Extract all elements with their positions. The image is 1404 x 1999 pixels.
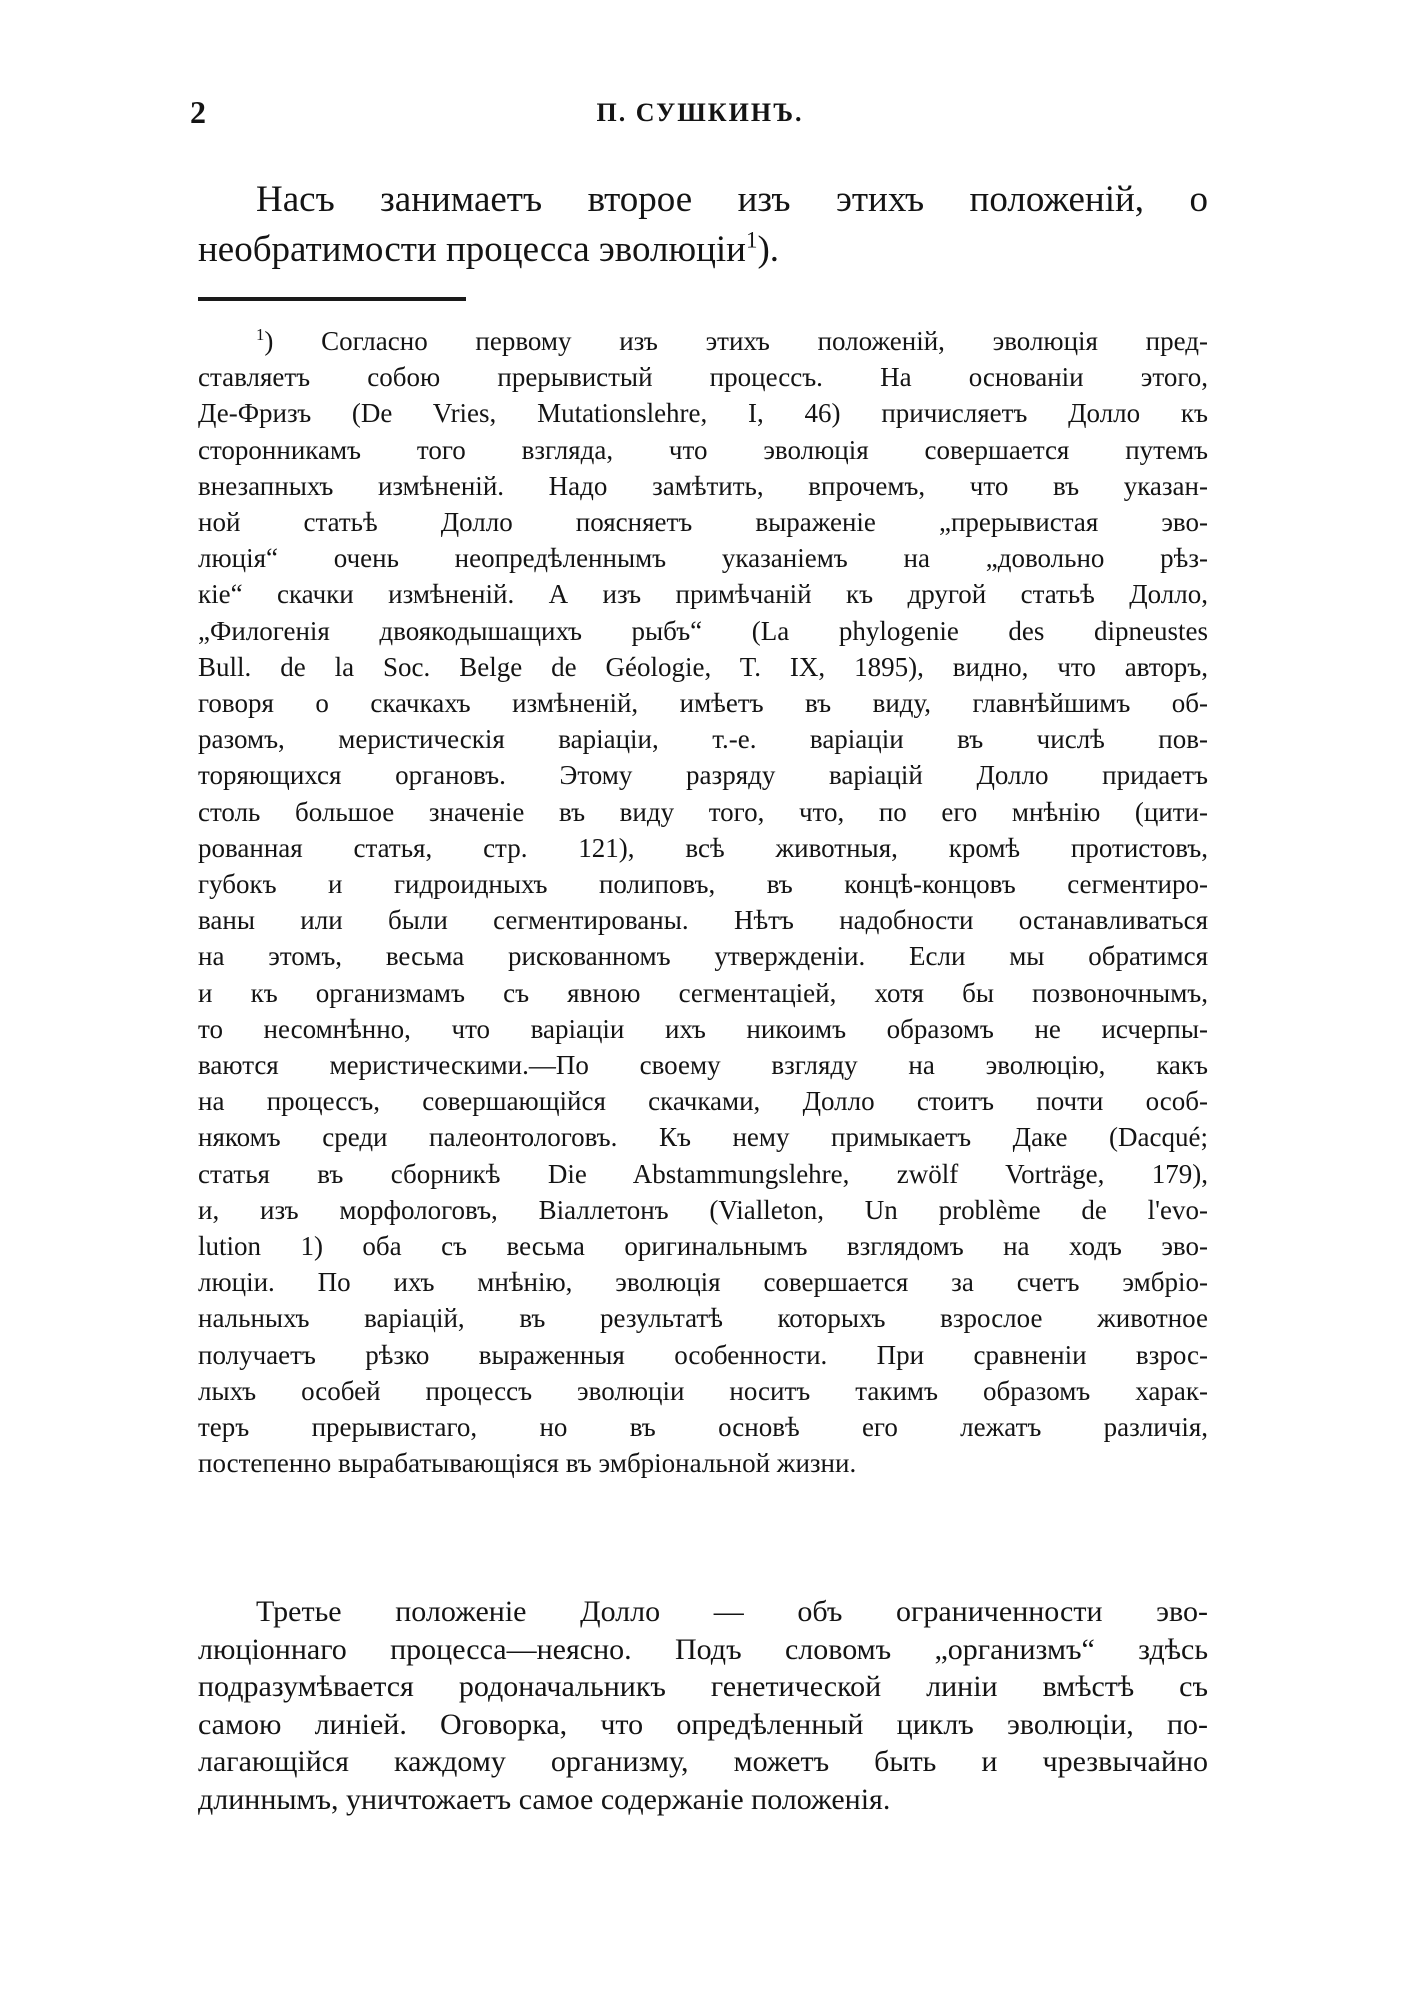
footnote-line: постепенно вырабатывающіяся въ эмбріональной жизни. (198, 1448, 857, 1479)
footnote-line: говоря о скачкахъ измѣненій, имѣетъ въ виду, главнѣйшимъ об- (198, 688, 1208, 719)
paragraph-line: длиннымъ, уничтожаетъ самое содержаніе положенія. (198, 1782, 891, 1816)
footnote-line: теръ прерывистаго, но въ основѣ его лежатъ различія, (198, 1412, 1208, 1443)
footnote-line: нальныхъ варіацій, въ результатѣ которыхъ взрослое животное (198, 1303, 1208, 1334)
paragraph-line: самою линіей. Оговорка, что опредѣленный циклъ эволюціи, по- (198, 1707, 1208, 1741)
paragraph-line: Третье положеніе Долло — объ ограниченности эво- (256, 1595, 1208, 1628)
footnote-line: люціи. По ихъ мнѣнію, эволюція совершается за счетъ эмбріо- (198, 1267, 1208, 1298)
main-line-1: Насъ занимаетъ второе изъ этихъ положеній, о (256, 179, 1208, 220)
continuation-paragraph (198, 1593, 1208, 1818)
main-paragraph (198, 175, 1208, 275)
main-line-2 (198, 225, 1208, 275)
running-head (190, 94, 1210, 134)
footnote-line: внезапныхъ измѣненій. Надо замѣтить, впрочемъ, что въ указан- (198, 470, 1208, 501)
running-title: П. СУШКИНЪ. (596, 98, 804, 127)
footnote-line: ваются меристическими.—По своему взгляду на эволюцію, какъ (198, 1050, 1208, 1081)
footnote-line: разомъ, меристическія варіаціи, т.-е. варіаціи въ числѣ пов- (198, 724, 1208, 755)
footnote-line: и, изъ морфологовъ, Віаллетонъ (Vialleton, Un problème de l'evo- (198, 1194, 1208, 1225)
footnote-line: ной статьѣ Долло поясняетъ выраженіе „прерывистая эво- (198, 507, 1208, 538)
footnote-line: lution 1) оба съ весьма оригинальнымъ взглядомъ на ходъ эво- (198, 1231, 1208, 1262)
footnote-line: Де-Фризъ (De Vries, Mutationslehre, I, 46) причисляетъ Долло къ (198, 398, 1208, 429)
footnote-line: и къ организмамъ съ явною сегментаціей, хотя бы позвоночнымъ, (198, 977, 1208, 1008)
footnote-line: кіе“ скачки измѣненій. А изъ примѣчаній къ другой статьѣ Долло, (198, 579, 1208, 610)
footnote-marker: 1 (256, 325, 265, 344)
footnote-line: то несомнѣнно, что варіаціи ихъ никоимъ образомъ не исчерпы- (198, 1013, 1208, 1044)
footnote-line: Bull. de la Soc. Belge de Géologie, T. IX, 1895), видно, что авторъ, (198, 651, 1208, 682)
footnote-line: някомъ среди палеонтологовъ. Къ нему примыкаетъ Даке (Dacqué; (198, 1122, 1208, 1153)
footnote-line: столь большое значеніе въ виду того, что, по его мнѣнію (цити- (198, 796, 1208, 827)
footnote-line: ставляетъ собою прерывистый процессъ. На основаніи этого, (198, 362, 1208, 393)
footnote-line (198, 323, 1208, 359)
paragraph-line: люціоннаго процесса—неясно. Подъ словомъ „организмъ“ здѣсь (198, 1632, 1208, 1666)
footnote-line: статья въ сборникѣ Die Abstammungslehre, zwölf Vorträge, 179), (198, 1158, 1208, 1189)
main-line-2-end: ). (757, 229, 780, 270)
footnote-line: сторонникамъ того взгляда, что эволюція совершается путемъ (198, 434, 1208, 465)
footnote-divider (198, 297, 466, 301)
footnote-line-text: ) Согласно первому изъ этихъ положеній, эволюція пред- (264, 326, 1208, 356)
footnote-line: на процессъ, совершающійся скачками, Долло стоитъ почти особ- (198, 1086, 1208, 1117)
footnote (198, 323, 1208, 1482)
footnote-line: на этомъ, весьма рискованномъ утвержденіи. Если мы обратимся (198, 941, 1208, 972)
footnote-line: губокъ и гидроидныхъ полиповъ, въ концѣ-концовъ сегментиро- (198, 869, 1208, 900)
page-number: 2 (190, 94, 207, 130)
footnote-line: ваны или были сегментированы. Нѣтъ надобности останавливаться (198, 905, 1208, 936)
footnote-line: „Филогенія двоякодышащихъ рыбъ“ (La phylogenie des dipneustes (198, 615, 1208, 646)
paragraph-line: лагающійся каждому организму, можетъ быть и чрезвычайно (198, 1745, 1208, 1778)
footnote-line: получаетъ рѣзко выраженныя особенности. При сравненіи взрос- (198, 1339, 1208, 1370)
footnote-line: лыхъ особей процессъ эволюціи носитъ такимъ образомъ харак- (198, 1375, 1208, 1406)
footnote-line: люція“ очень неопредѣленнымъ указаніемъ на „довольно рѣз- (198, 543, 1208, 574)
main-line-2-text: необратимости процесса эволюціи (198, 229, 746, 270)
paragraph-line: подразумѣвается родоначальникъ генетической линіи вмѣстѣ съ (198, 1670, 1208, 1703)
footnote-line: рованная статья, стр. 121), всѣ животныя, кромѣ протистовъ, (198, 832, 1208, 863)
footnote-reference: 1 (745, 227, 758, 253)
footnote-line: торяющихся органовъ. Этому разряду варіацій Долло придаетъ (198, 760, 1208, 791)
